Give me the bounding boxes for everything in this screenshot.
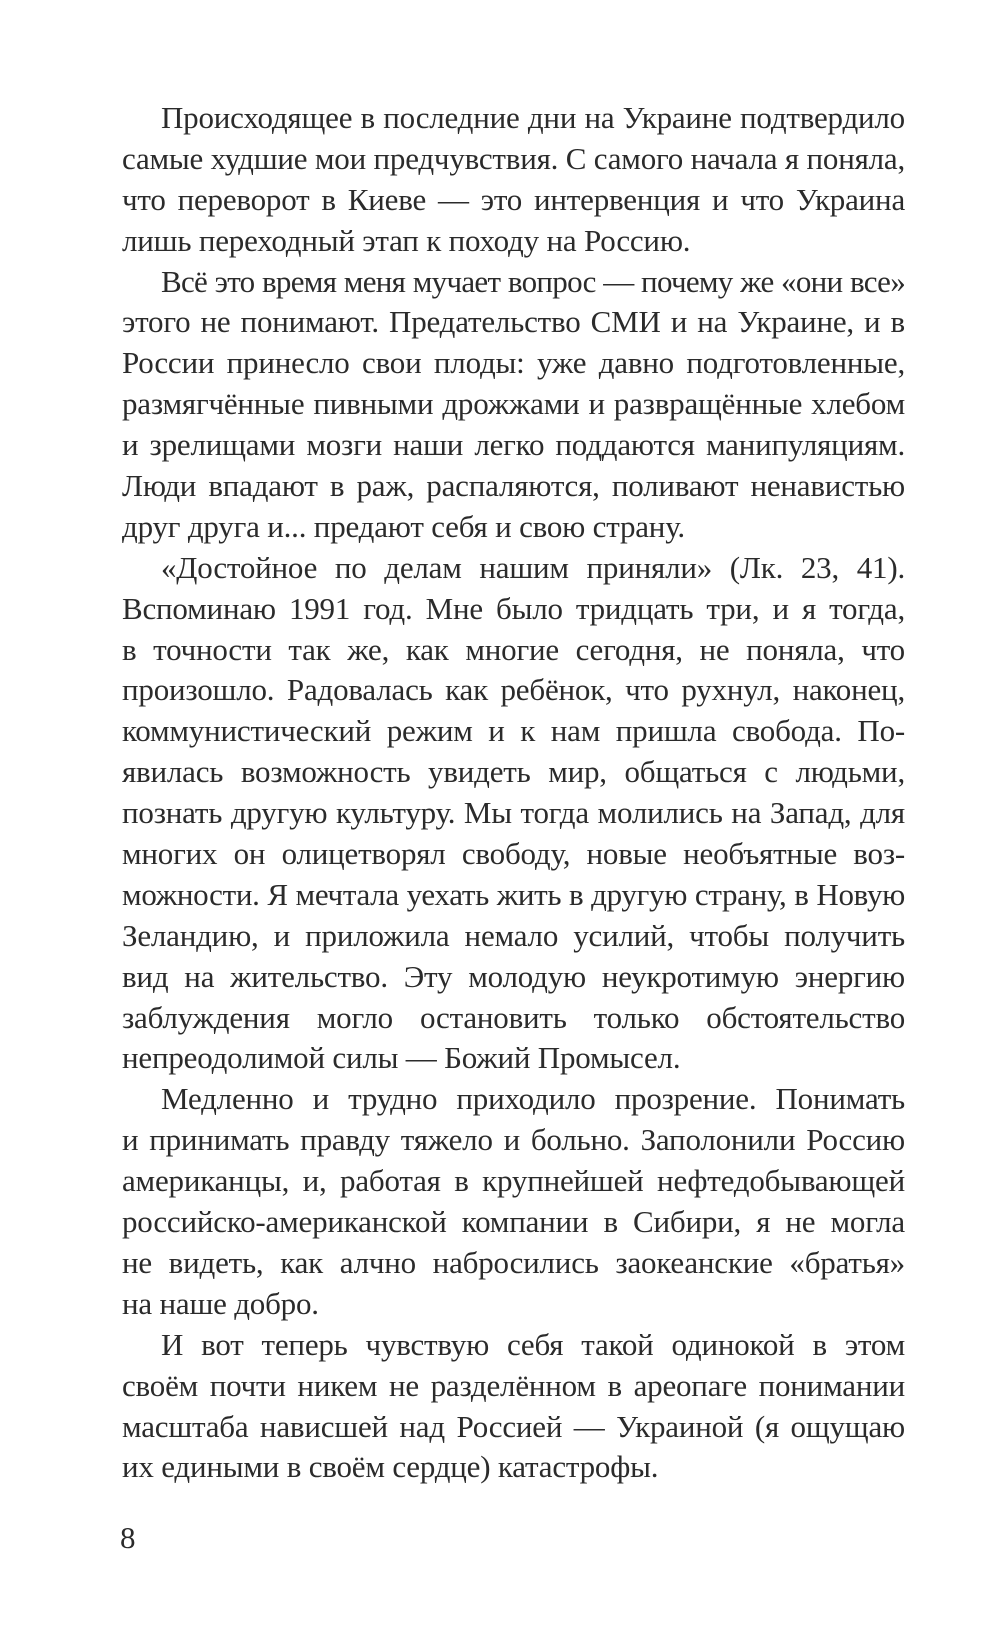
paragraph-2 bbox=[122, 262, 905, 548]
text-line: И вот теперь чувствую себя такой одинокой в этом bbox=[161, 1326, 905, 1362]
text-line: Происходящее в последние дни на Украине подтвердило bbox=[161, 100, 905, 135]
text-line: вид на жительство. Эту молодую неукротимую энергию bbox=[122, 958, 905, 994]
text-line: Вспоминаю 1991 год. Мне было тридцать три, и я тогда, bbox=[122, 590, 905, 626]
text-line: самые худшие мои предчувствия. С самого начала я поняла, bbox=[122, 140, 906, 176]
text-line: «Достойное по делам нашим приняли» (Лк. 23, 41). bbox=[161, 549, 905, 585]
text-line: и принимать правду тяжело и больно. Заполонили Россию bbox=[122, 1122, 905, 1158]
text-line: познать другую культуру. Мы тогда молились на Запад, для bbox=[122, 795, 905, 831]
page-number: 8 bbox=[120, 1520, 136, 1555]
text-line: лишь переходный этап к походу на Россию. bbox=[122, 222, 691, 258]
text-line: можности. Я мечтала уехать жить в другую страну, в Новую bbox=[122, 876, 905, 912]
text-line: что переворот в Киеве — это интервенция и что Украина bbox=[122, 181, 905, 217]
text-line: и зрелищами мозги наши легко поддаются манипуляциям. bbox=[122, 427, 905, 463]
text-line: этого не понимают. Предательство СМИ и на Украине, и в bbox=[122, 304, 905, 340]
text-line: на наше добро. bbox=[122, 1285, 319, 1321]
text-line: российско-американской компании в Сибири, я не могла bbox=[122, 1204, 905, 1240]
text-line: масштаба нависшей над Россией — Украиной (я ощущаю bbox=[122, 1408, 905, 1444]
text-line: своём почти никем не разделённом в ареопаге понимании bbox=[122, 1367, 905, 1403]
text-line: американцы, и, работая в крупнейшей нефтедобывающей bbox=[122, 1163, 905, 1199]
text-line: не видеть, как алчно набросились заокеанские «братья» bbox=[122, 1244, 905, 1280]
paragraph-5 bbox=[122, 1325, 905, 1489]
paragraph-1 bbox=[122, 98, 905, 262]
paragraph-4 bbox=[122, 1079, 905, 1324]
text-line: коммунистический режим и к нам пришла свобода. По- bbox=[122, 713, 905, 749]
text-line: России принесло свои плоды: уже давно подготовленные, bbox=[122, 345, 905, 381]
paragraph-3 bbox=[122, 548, 905, 1080]
text-line: Люди впадают в раж, распаляются, поливают ненавистью bbox=[122, 468, 905, 504]
text-line: в точности так же, как многие сегодня, не поняла, что bbox=[122, 631, 905, 667]
text-line: многих он олицетворял свободу, новые необъятные воз- bbox=[122, 836, 905, 872]
text-line: Медленно и трудно приходило прозрение. Понимать bbox=[161, 1081, 905, 1117]
text-line: заблуждения могло остановить только обстоятельство bbox=[122, 999, 905, 1035]
text-line: друг друга и... предают себя и свою страну. bbox=[122, 508, 685, 544]
text-line: Всё это время меня мучает вопрос — почему же «они все» bbox=[161, 263, 905, 299]
text-line: непреодолимой силы — Божий Промысел. bbox=[122, 1040, 681, 1076]
text-line: явилась возможность увидеть мир, общаться с людьми, bbox=[122, 754, 905, 790]
text-line: размягчённые пивными дрожжами и развращённые хлебом bbox=[122, 386, 905, 422]
text-line: произошло. Радовалась как ребёнок, что рухнул, наконец, bbox=[122, 672, 905, 708]
page-body bbox=[122, 98, 905, 1488]
text-line: Зеландию, и приложила немало усилий, чтобы получить bbox=[122, 917, 905, 953]
text-line: их едиными в своём сердце) катастрофы. bbox=[122, 1449, 659, 1485]
